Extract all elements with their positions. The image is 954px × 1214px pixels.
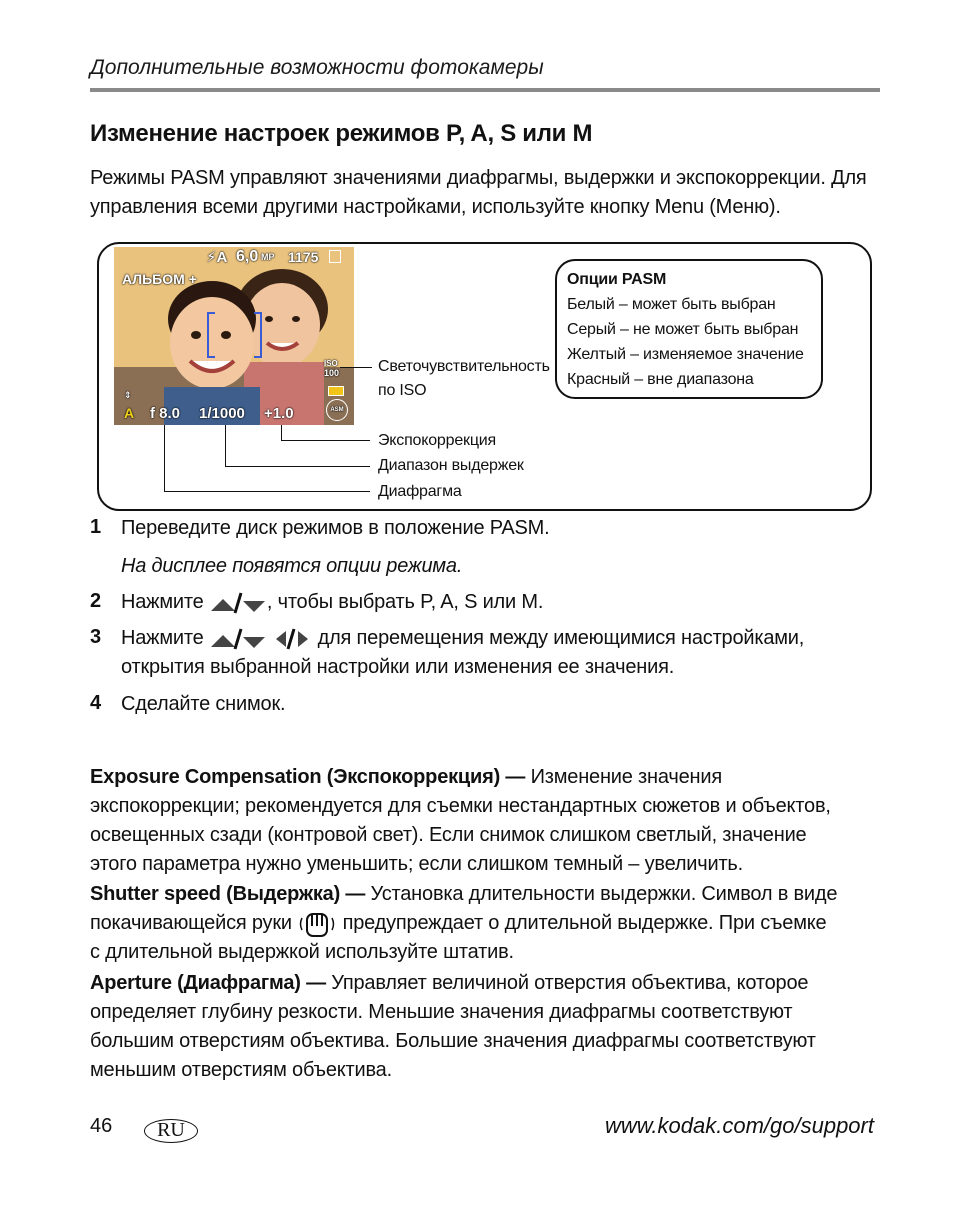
- step-3-line2: открытия выбранной настройки или изменения ее значения.: [121, 656, 675, 678]
- shutter-leader-vertical: [225, 425, 226, 467]
- shutter-term: Shutter speed (Выдержка) —: [90, 883, 366, 905]
- shaking-hand-icon: [297, 910, 337, 938]
- aperture-value: f 8.0: [150, 405, 181, 422]
- exposure-line4: этого параметра нужно уменьшить; если слишком темный – увеличить.: [90, 853, 744, 875]
- step-1-text: Переведите диск режимов в положение PASM.: [121, 517, 550, 539]
- page-number: 46: [90, 1115, 113, 1137]
- shots-remaining: 1175: [288, 249, 319, 265]
- exposure-line3: освещенных сзади (контровой свет). Если снимок слишком светлый, значение: [90, 824, 807, 846]
- shutter-line1: Установка длительности выдержки. Символ в виде: [365, 883, 838, 905]
- album-label: АЛЬБОМ +: [122, 271, 197, 287]
- mode-indicator: A: [124, 405, 135, 421]
- step-1-number: 1: [90, 516, 102, 538]
- megapixels-value: 6,0: [236, 248, 259, 265]
- step-4-number: 4: [90, 692, 102, 714]
- step-2-text: [121, 588, 543, 617]
- exposure-leader-horizontal: [281, 440, 370, 441]
- iso-label: ISO: [324, 359, 338, 368]
- shutter-line3: с длительной выдержкой используйте штатив.: [90, 941, 514, 963]
- legend-item-white: Белый – может быть выбран: [567, 296, 776, 313]
- exposure-line2: экспокоррекции; рекомендуется для съемки нестандартных сюжетов и объектов,: [90, 795, 831, 817]
- legend-item-red: Красный – вне диапазона: [567, 371, 754, 388]
- aperture-definition: [90, 969, 890, 1085]
- battery-icon: [328, 386, 344, 396]
- aperture-line3: большим отверстиям объектива. Большие значения диафрагмы соответствуют: [90, 1030, 816, 1052]
- shutter-line2-pre: покачивающейся руки: [90, 912, 292, 934]
- step-3-pre: Нажмите: [121, 627, 204, 649]
- exposure-line1: Изменение значения: [525, 766, 722, 788]
- shutter-leader-horizontal: [225, 466, 370, 467]
- step-1-note: На дисплее появятся опции режима.: [121, 555, 463, 577]
- step-3-post: для перемещения между имеющимися настройками,: [312, 627, 805, 649]
- legend-title: Опции PASM: [567, 271, 667, 288]
- aperture-leader-horizontal: [164, 491, 370, 492]
- aperture-line1: Управляет величиной отверстия объектива, которое: [325, 972, 809, 994]
- flash-icon: ⚡A: [206, 249, 228, 266]
- aperture-callout: Диафрагма: [378, 483, 462, 500]
- step-3-text: [121, 624, 804, 653]
- exposure-definition: [90, 763, 890, 879]
- camera-lcd-photo: [114, 247, 354, 425]
- up-down-arrow-icon: ⇕: [124, 390, 132, 400]
- shutter-definition: [90, 880, 890, 967]
- step-2-post: , чтобы выбрать P, A, S или M.: [266, 591, 544, 613]
- legend-item-gray: Серый – не может быть выбран: [567, 321, 799, 338]
- megapixels-unit: MP: [261, 252, 275, 262]
- section-header: Дополнительные возможности фотокамеры: [90, 56, 544, 79]
- exposure-term: Exposure Compensation (Экспокоррекция) —: [90, 766, 526, 788]
- shutter-value: 1/1000: [199, 405, 245, 422]
- iso-leader-line: [340, 367, 372, 368]
- page-title: Изменение настроек режимов P, A, S или M: [90, 120, 593, 147]
- intro-paragraph: Режимы PASM управляют значениями диафрагмы, выдержки и экспокоррекции. Для управления всеми другими настройками, используйте кнопку Menu (Меню).: [90, 167, 867, 218]
- exposure-leader-vertical: [281, 425, 282, 440]
- aperture-leader-vertical: [164, 425, 165, 492]
- storage-card-icon: [329, 250, 341, 263]
- mode-dial-icon: ASM: [326, 399, 348, 421]
- step-2-pre: Нажмите: [121, 591, 204, 613]
- shutter-line2-post: предупреждает о длительной выдержке. При съемке: [337, 912, 827, 934]
- step-3-number: 3: [90, 626, 102, 648]
- exposure-callout: Экспокоррекция: [378, 432, 496, 449]
- aperture-line4: меньшим отверстиям объектива.: [90, 1059, 392, 1081]
- up-down-buttons-icon: [209, 627, 267, 651]
- left-right-buttons-icon: [272, 627, 312, 651]
- step-4-text: Сделайте снимок.: [121, 693, 286, 715]
- pasm-options-legend: [555, 259, 823, 399]
- legend-item-yellow: Желтый – изменяемое значение: [567, 346, 804, 363]
- iso-value: 100: [324, 368, 340, 378]
- up-down-buttons-icon: [209, 591, 267, 615]
- header-divider: [90, 88, 880, 92]
- shutter-callout: Диапазон выдержек: [378, 457, 524, 474]
- iso-callout-line2: по ISO: [378, 382, 427, 399]
- exposure-value: +1.0: [264, 405, 294, 422]
- language-badge: RU: [144, 1119, 198, 1143]
- aperture-line2: определяет глубину резкости. Меньшие значения диафрагмы соответствуют: [90, 1001, 793, 1023]
- aperture-term: Aperture (Диафрагма) —: [90, 972, 326, 994]
- support-url[interactable]: www.kodak.com/go/support: [604, 1113, 874, 1138]
- step-2-number: 2: [90, 590, 102, 612]
- iso-callout-line1: Светочувствительность: [378, 358, 550, 375]
